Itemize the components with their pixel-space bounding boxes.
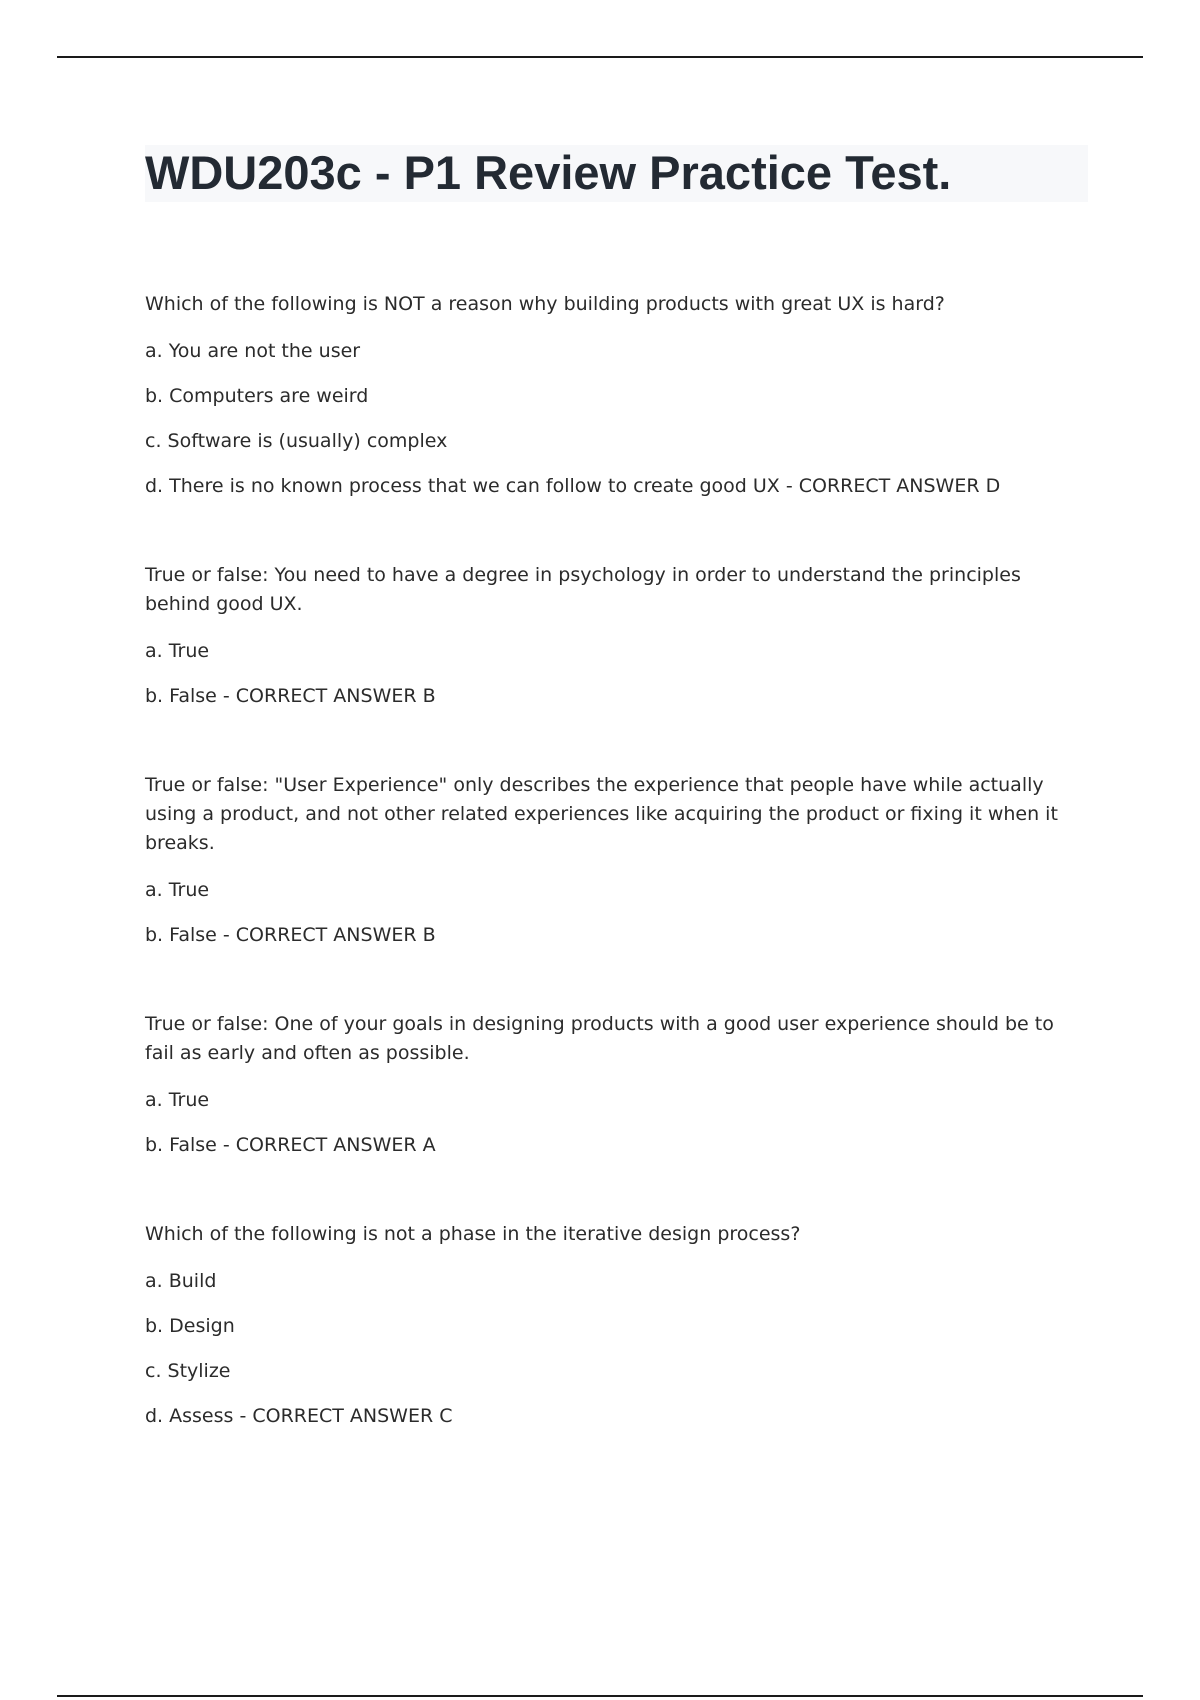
question-block [145,1220,1080,1431]
answer-option: d. There is no known process that we can follow to create good UX - CORRECT ANSWER D [145,475,1001,497]
question-text: True or false: You need to have a degree in psychology in order to understand the principles behind good UX. [145,564,1021,615]
page-title: WDU203c - P1 Review Practice Test. [145,146,952,199]
question-block [145,1010,1080,1160]
answer-option: a. True [145,640,210,662]
question-block [145,771,1080,950]
answer-option: c. Software is (usually) complex [145,430,448,452]
question-list [145,290,1080,1491]
bottom-rule [57,1695,1143,1697]
answer-option: b. False - CORRECT ANSWER A [145,1134,436,1156]
question-text: Which of the following is not a phase in the iterative design process? [145,1223,801,1245]
answer-option: d. Assess - CORRECT ANSWER C [145,1405,453,1427]
question-text: True or false: One of your goals in designing products with a good user experience should be to fail as early and often as possible. [145,1013,1054,1064]
answer-option: b. Design [145,1315,235,1337]
top-rule [57,56,1143,58]
answer-option: a. Build [145,1270,217,1292]
answer-option: b. False - CORRECT ANSWER B [145,924,436,946]
answer-option: b. Computers are weird [145,385,369,407]
answer-option: c. Stylize [145,1360,231,1382]
question-block [145,561,1080,711]
answer-option: a. You are not the user [145,340,361,362]
answer-option: a. True [145,879,210,901]
question-block [145,290,1080,501]
answer-option: b. False - CORRECT ANSWER B [145,685,436,707]
question-text: True or false: "User Experience" only describes the experience that people have while actually using a product, and not other related experiences like acquiring the product or fixing it when it breaks. [145,774,1058,854]
answer-option: a. True [145,1089,210,1111]
question-text: Which of the following is NOT a reason why building products with great UX is hard? [145,293,945,315]
